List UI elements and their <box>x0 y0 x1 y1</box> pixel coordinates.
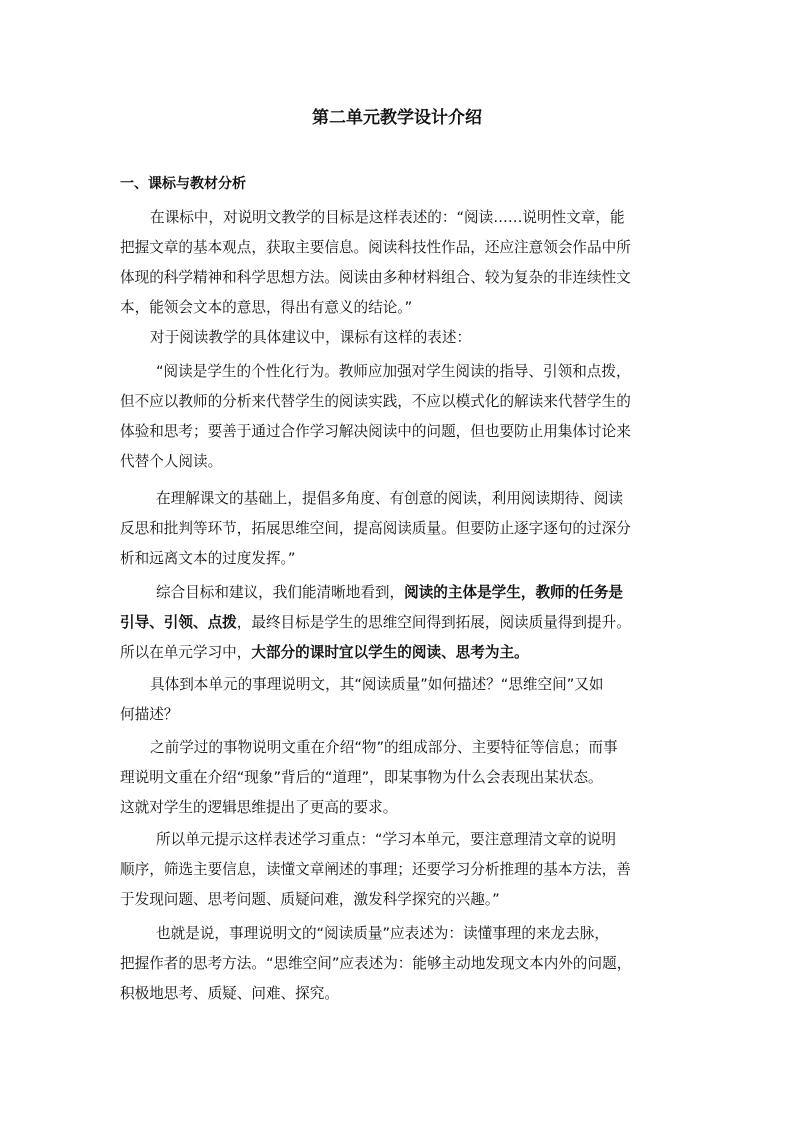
text-line: 体验和思考；要善于通过合作学习解决阅读中的问题，但也要防止用集体讨论来 <box>120 423 631 440</box>
paragraph-unit-prompt <box>120 825 680 915</box>
text-run: ，最终目标是学生的思维空间得到拓展，阅读质量得到提升。 <box>236 614 631 631</box>
text-line: 理说明文重在介绍“现象”背后的“道理”，即某事物为什么会表现出某状态。 <box>120 769 603 786</box>
text-line: 顺序，筛选主要信息，读懂文章阐述的事理；还要学习分析推理的基本方法，善 <box>120 861 631 878</box>
text-line: 在理解课文的基础上，提倡多角度、有创意的阅读，利用阅读期待、阅读 <box>156 490 624 507</box>
page-title: 第二单元教学设计介绍 <box>312 108 482 128</box>
text-line: “阅读是学生的个性化行为。教师应加强对学生阅读的指导、引领和点拨， <box>156 363 631 380</box>
text-line <box>120 578 680 608</box>
paragraph-quote-understanding <box>120 484 680 574</box>
bold-text: 大部分的课时宜以学生的阅读、思考为主。 <box>251 644 529 661</box>
text-line: 把握文章的基本观点，获取主要信息。阅读科技性作品，还应注意领会作品中所 <box>120 239 631 256</box>
text-line: 何描述？ <box>120 706 179 723</box>
paragraph-quote-reading <box>120 357 680 477</box>
text-line: 但不应以教师的分析来代替学生的阅读实践，不应以模式化的解读来代替学生的 <box>120 393 631 410</box>
text-line: 积极地思考、质疑、问难、探究。 <box>120 985 339 1002</box>
text-line: 于发现问题、思考问题、质疑问难，激发科学探究的兴趣。” <box>120 891 500 908</box>
bold-text: 阅读的主体是学生，教师的任务是 <box>404 584 624 601</box>
text-line: 也就是说，事理说明文的“阅读质量”应表述为：读懂事理的来龙去脉， <box>156 925 609 942</box>
text-line <box>120 608 680 638</box>
text-run: 综合目标和建议，我们能清晰地看到， <box>156 584 405 601</box>
paragraph-curriculum-goal <box>120 203 680 323</box>
paragraph-teaching-advice-intro <box>120 323 680 353</box>
text-line: 之前学过的事物说明文重在介绍“物”的组成部分、主要特征等信息；而事 <box>150 739 618 756</box>
text-line: 所以单元提示这样表述学习重点：“学习本单元，要注意理清文章的说明 <box>156 831 616 848</box>
bold-text: 引导、引领、点拨 <box>120 614 237 631</box>
paragraph-summary <box>120 578 680 668</box>
text-line: 本，能领会文本的意思，得出有意义的结论。” <box>120 299 413 316</box>
text-line <box>120 638 680 668</box>
text-line: 在课标中，对说明文教学的目标是这样表述的：“阅读……说明性文章，能 <box>150 209 625 226</box>
text-line: 析和远离文本的过度发挥。” <box>120 550 296 567</box>
paragraph-conclusion <box>120 919 680 1009</box>
text-line: 体现的科学精神和科学思想方法。阅读由多种材料组合、较为复杂的非连续性文 <box>120 269 631 286</box>
text-line: 具体到本单元的事理说明文，其“阅读质量”如何描述？“思维空间”又如 <box>150 676 604 693</box>
text-line: 代替个人阅读。 <box>120 453 223 470</box>
paragraph-unit-question <box>120 670 680 730</box>
text-line: 对于阅读教学的具体建议中，课标有这样的表述： <box>150 329 472 346</box>
section-heading: 一、课标与教材分析 <box>120 176 246 192</box>
text-line: 反思和批判等环节，拓展思维空间，提高阅读质量。但要防止逐字逐句的过深分 <box>120 520 631 537</box>
text-line: 把握作者的思考方法。“思维空间”应表述为：能够主动地发现文本内外的问题， <box>120 955 632 972</box>
paragraph-comparison <box>120 733 680 823</box>
text-run: 所以在单元学习中， <box>120 644 252 661</box>
text-line: 这就对学生的逻辑思维提出了更高的要求。 <box>120 799 398 816</box>
